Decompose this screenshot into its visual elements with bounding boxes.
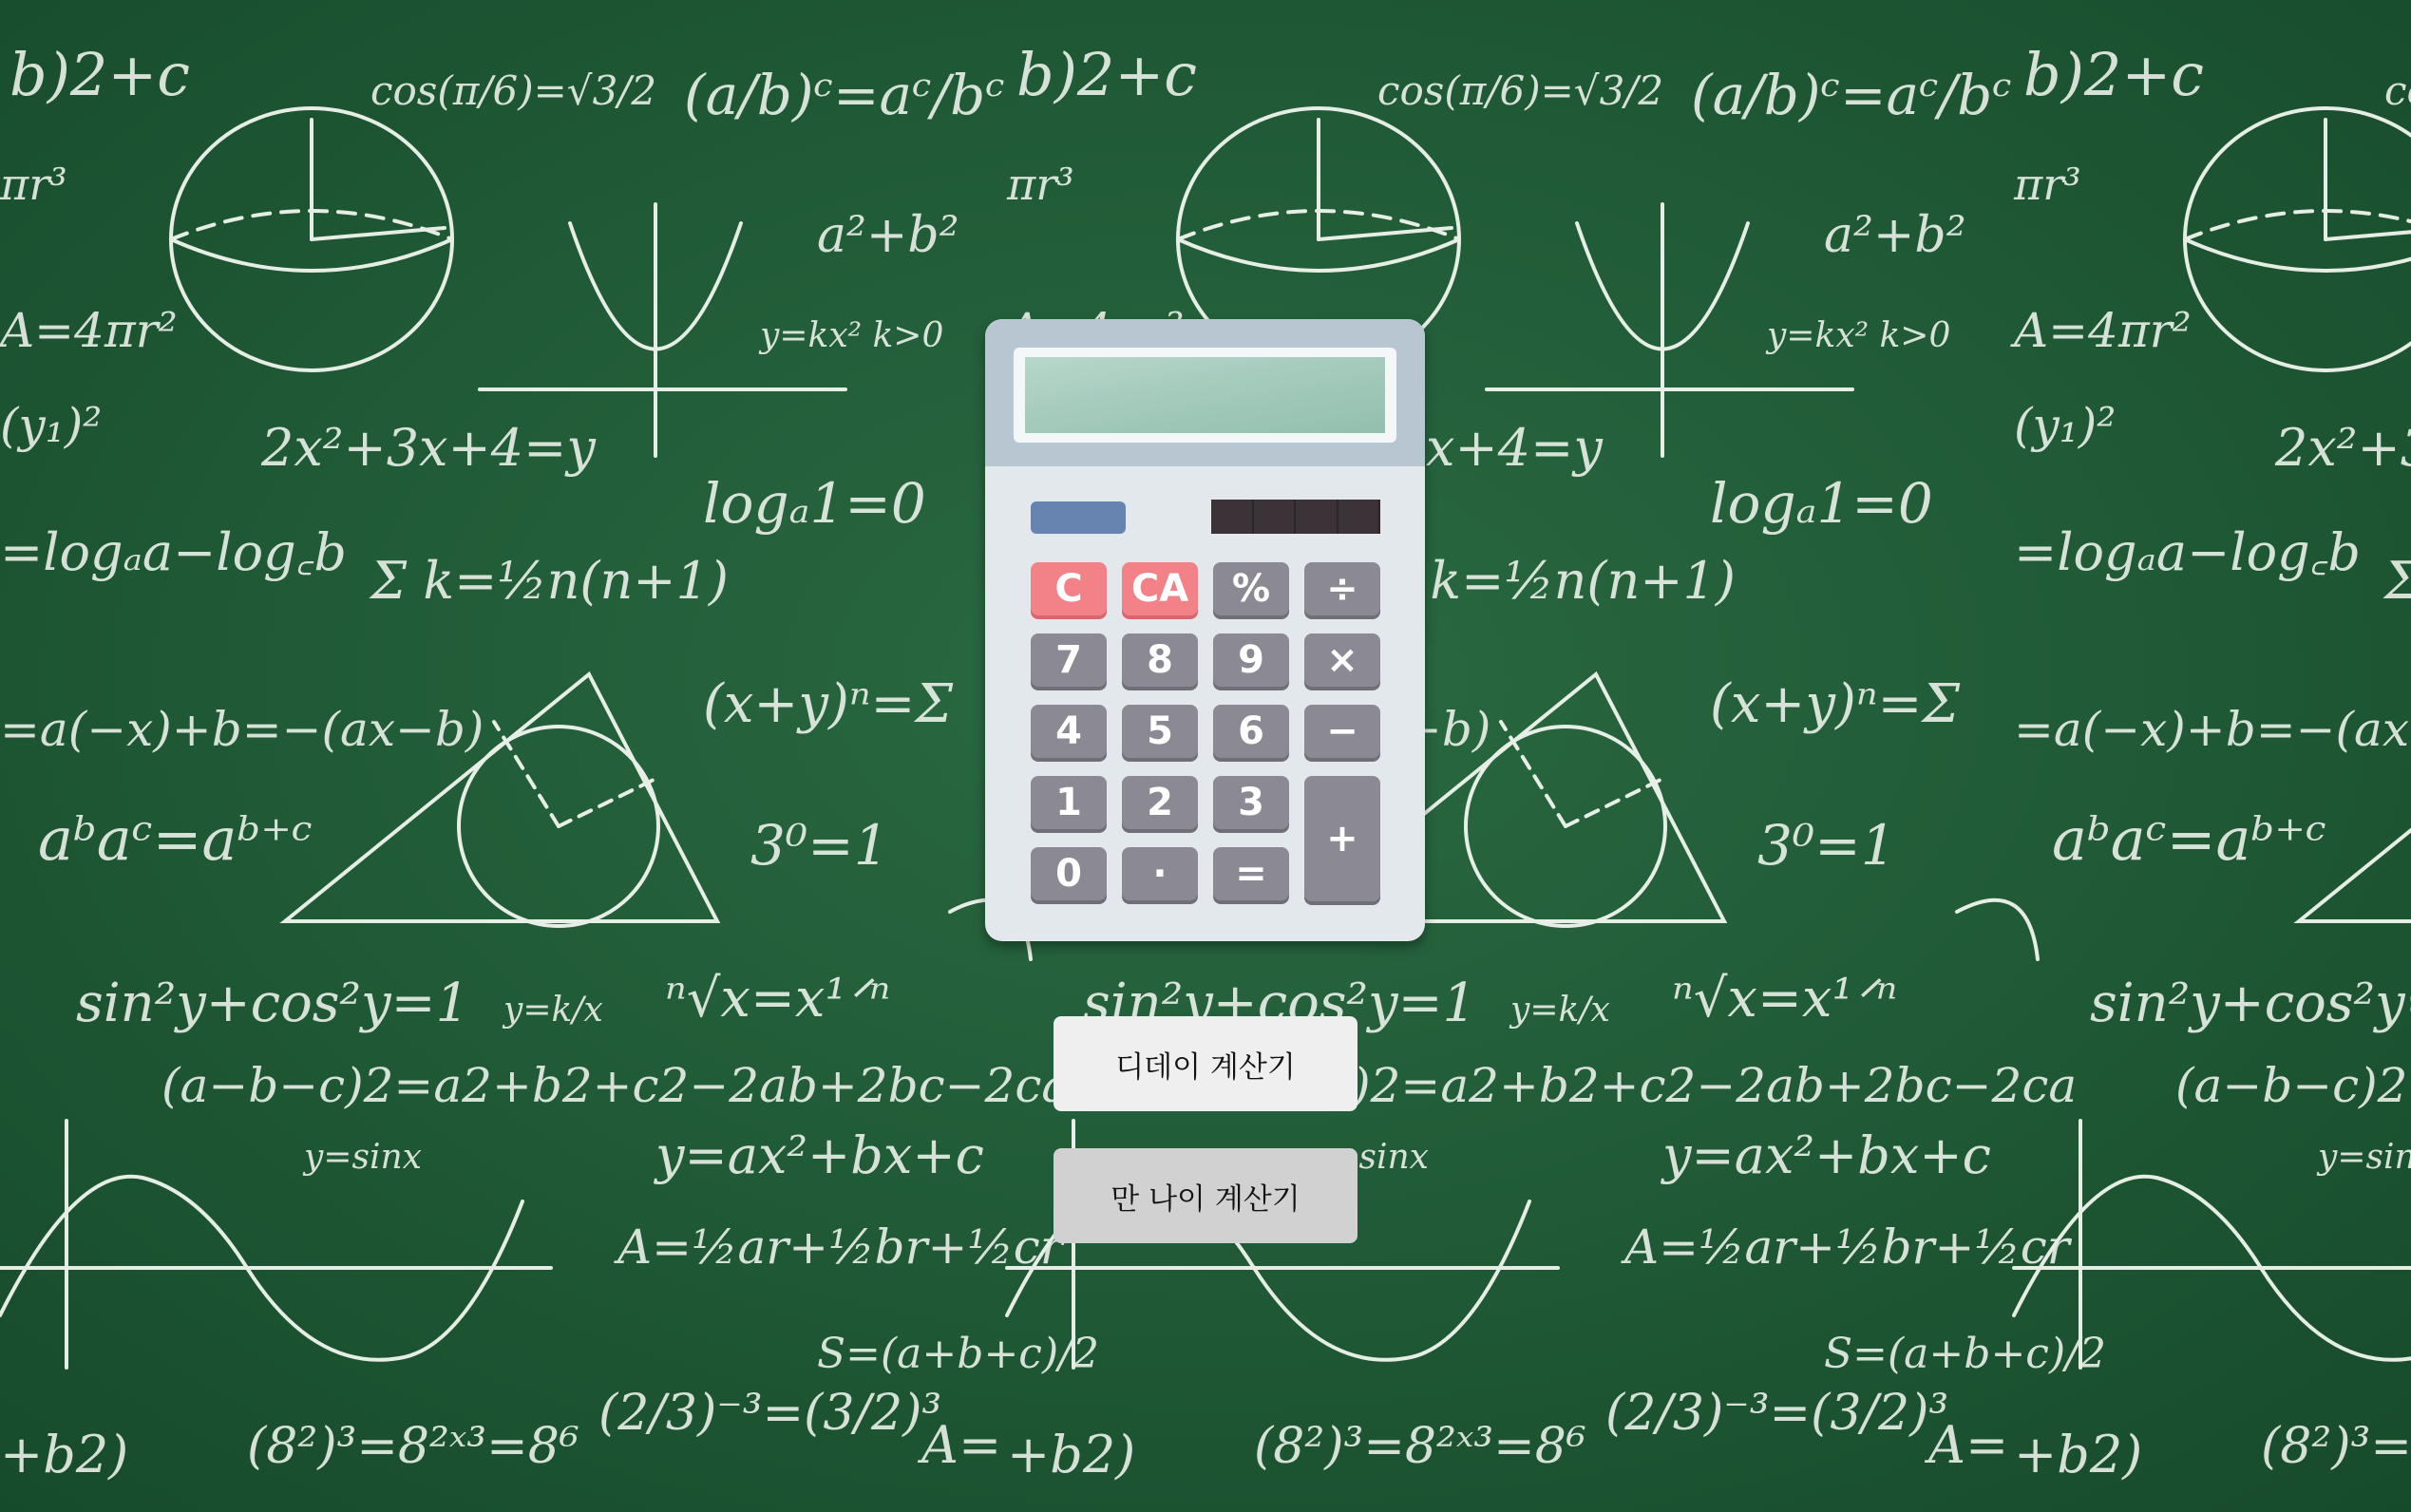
calculator-screen [1014, 348, 1396, 443]
key-4: 4 [1031, 705, 1107, 758]
key-7: 7 [1031, 633, 1107, 687]
key-1: 1 [1031, 776, 1107, 829]
key-2: 2 [1122, 776, 1198, 829]
key-5: 5 [1122, 705, 1198, 758]
key-6: 6 [1213, 705, 1289, 758]
calculator-body [985, 319, 1425, 941]
key-divide: ÷ [1304, 562, 1380, 615]
age-calculator-button[interactable]: 만 나이 계산기 [1054, 1148, 1357, 1243]
key-dot: · [1122, 847, 1198, 900]
dday-calculator-button[interactable]: 디데이 계산기 [1054, 1016, 1357, 1111]
key-0: 0 [1031, 847, 1107, 900]
key-multiply: × [1304, 633, 1380, 687]
key-equals: = [1213, 847, 1289, 900]
key-3: 3 [1213, 776, 1289, 829]
calculator-display-panel [985, 319, 1425, 466]
key-clear-all: CA [1122, 562, 1198, 615]
solar-panel [1031, 501, 1126, 534]
key-percent: % [1213, 562, 1289, 615]
key-8: 8 [1122, 633, 1198, 687]
calculator-illustration [985, 319, 1425, 941]
calculator-screen-lcd [1025, 357, 1385, 433]
key-minus: − [1304, 705, 1380, 758]
solar-cells [1211, 500, 1380, 534]
key-clear: C [1031, 562, 1107, 615]
key-plus: + [1304, 776, 1380, 901]
key-9: 9 [1213, 633, 1289, 687]
